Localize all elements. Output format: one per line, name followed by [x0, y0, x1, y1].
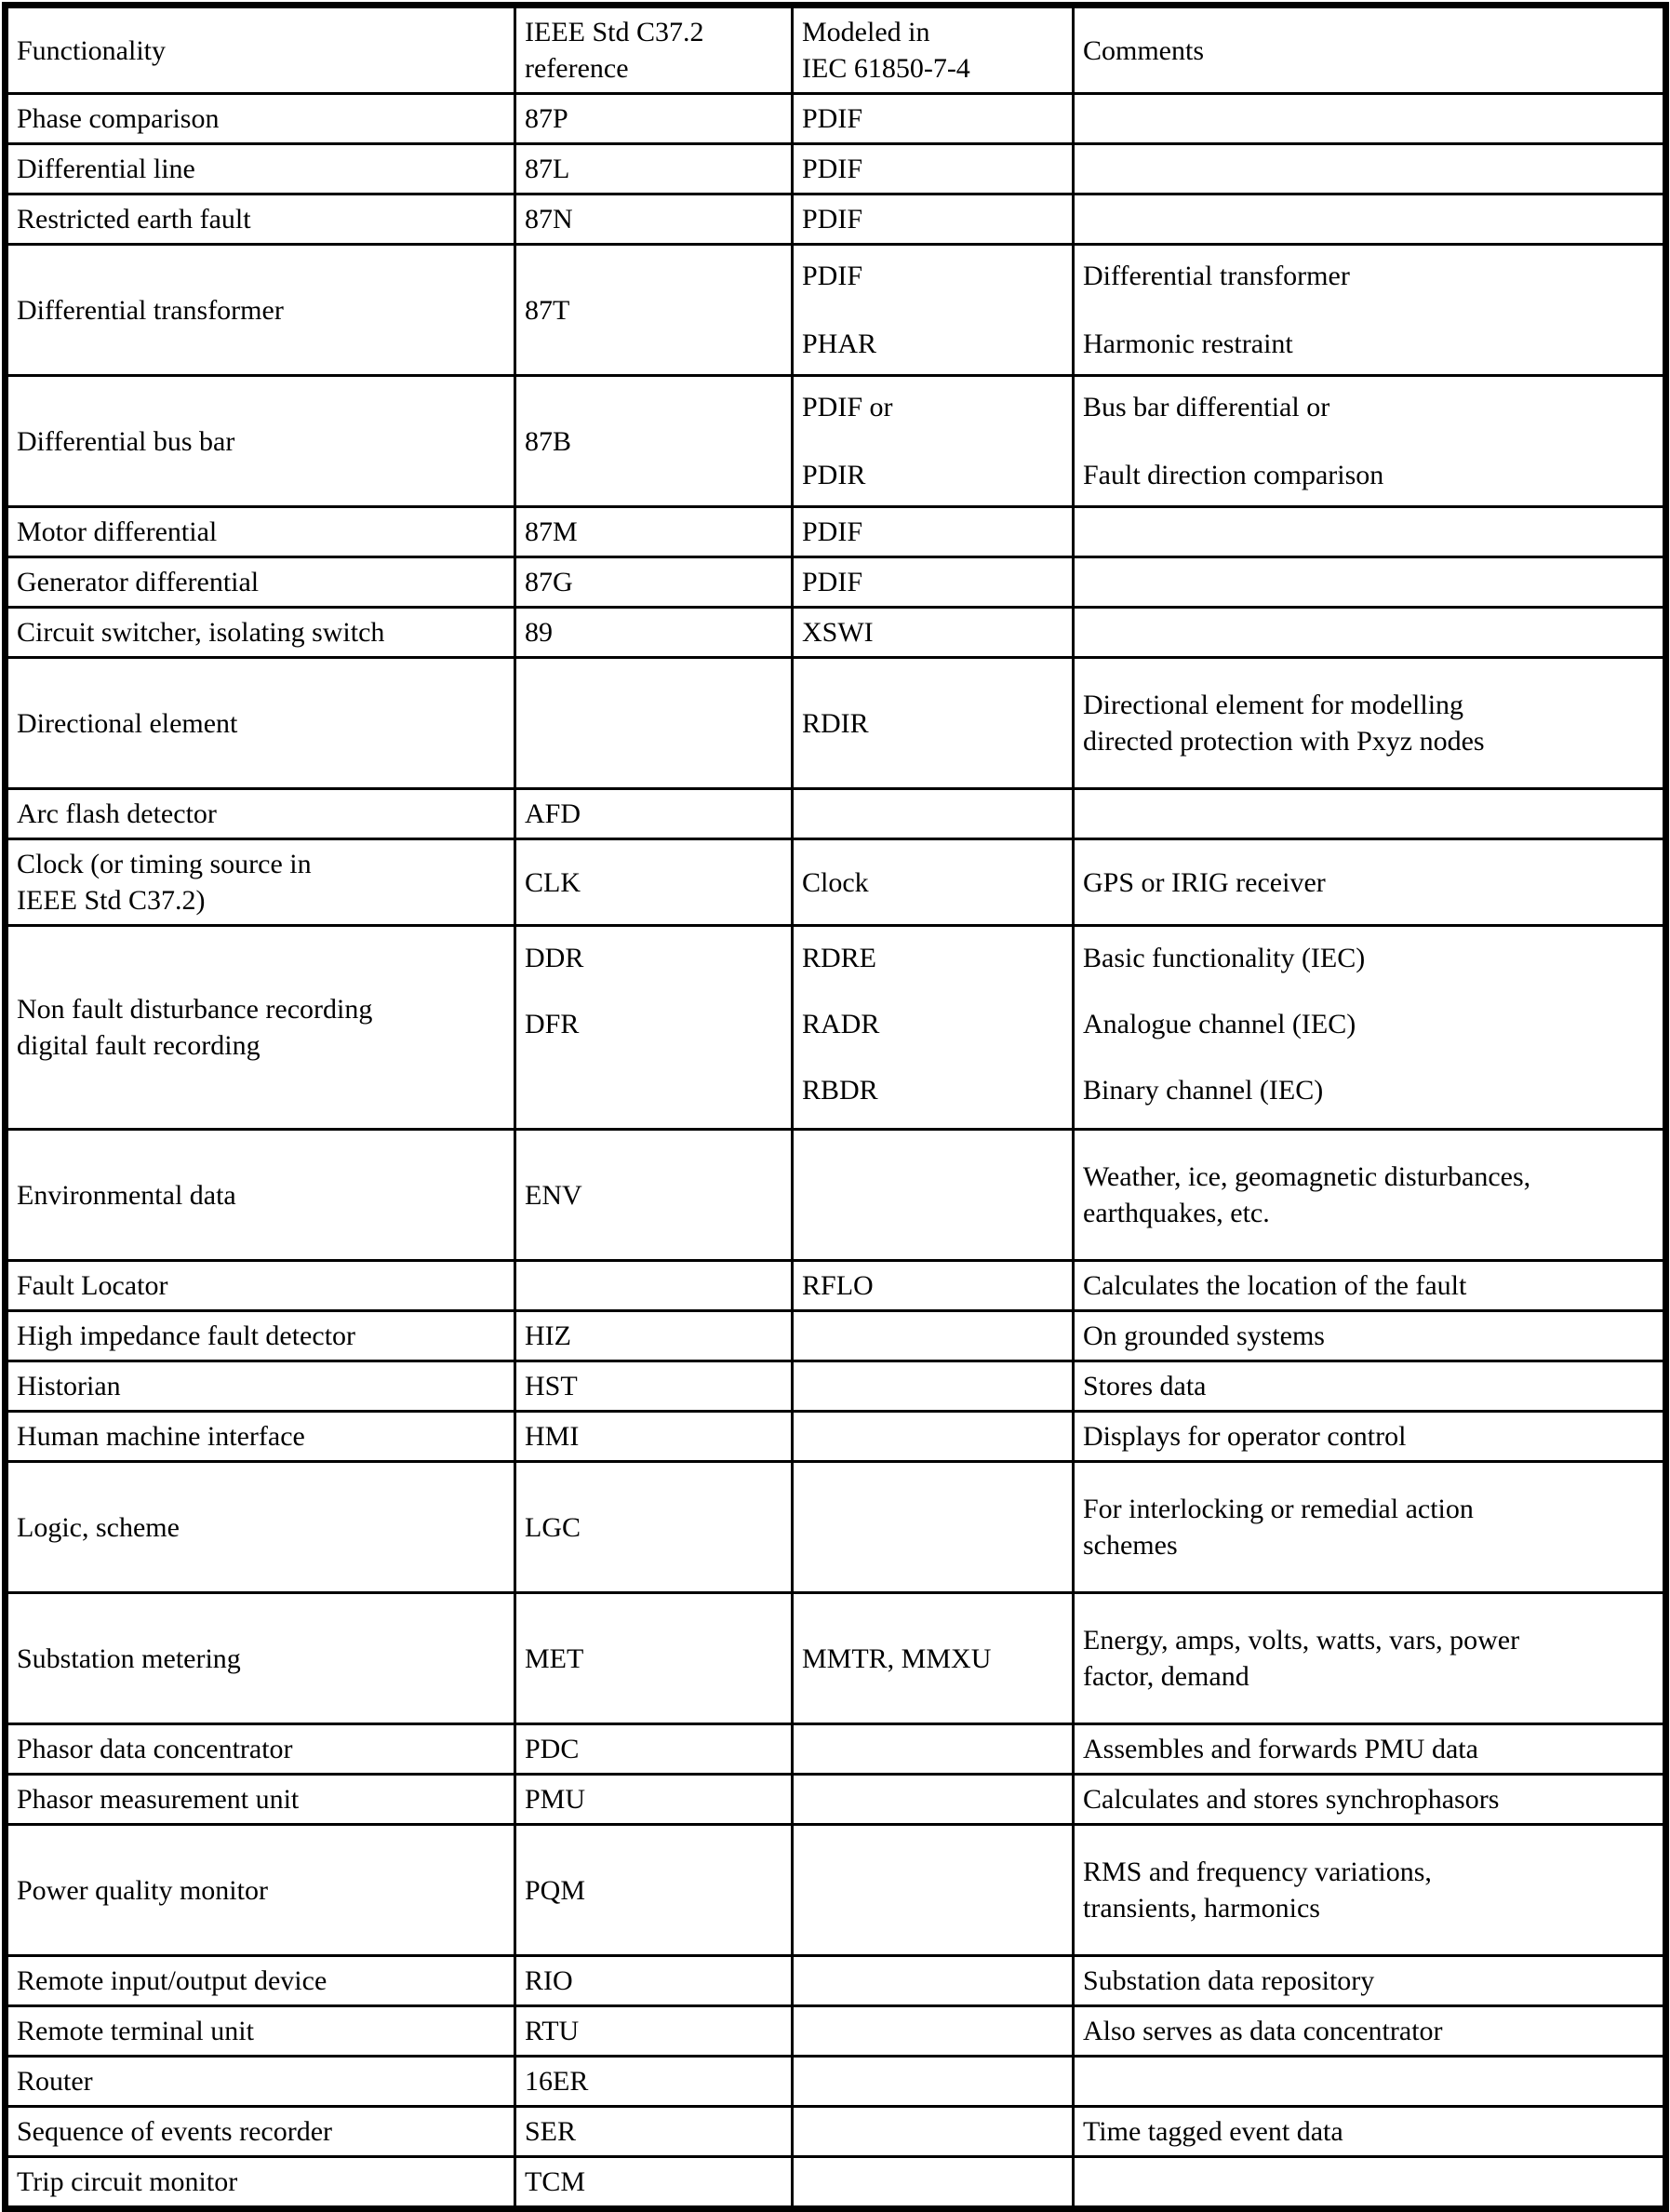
table-row	[6, 608, 1666, 658]
cell-modeled-in	[793, 1956, 1074, 2006]
column-header-ieee-reference	[515, 6, 793, 94]
cell-comments: Stores data	[1074, 1361, 1666, 1412]
cell-ieee-reference: RIO	[515, 1956, 793, 2006]
cell-functionality: Remote terminal unit	[6, 2006, 515, 2057]
cell-functionality: Differential transformer	[6, 245, 515, 376]
table-row	[6, 1311, 1666, 1361]
cell-ieee-reference: HIZ	[515, 1311, 793, 1361]
header-row	[6, 6, 1666, 94]
cell-comments-line1: RMS and frequency variations,	[1083, 1857, 1432, 1887]
cell-comments-line2: Harmonic restraint	[1083, 328, 1293, 359]
cell-comments-line1: Differential transformer	[1083, 261, 1350, 291]
cell-modeled-in: PDIF	[793, 557, 1074, 608]
cell-ieee-reference-line1: DDR	[525, 943, 584, 973]
cell-ieee-reference	[515, 658, 793, 789]
table-row	[6, 194, 1666, 245]
cell-modeled-in: PDIF	[793, 194, 1074, 245]
cell-modeled-in-line1: PDIF or	[802, 392, 893, 422]
table-row	[6, 245, 1666, 376]
cell-functionality-line2: IEEE Std C37.2)	[17, 885, 206, 916]
cell-comments: GPS or IRIG receiver	[1074, 839, 1666, 926]
cell-functionality: Phase comparison	[6, 94, 515, 144]
cell-functionality: Restricted earth fault	[6, 194, 515, 245]
table-header	[6, 6, 1666, 94]
cell-functionality: Trip circuit monitor	[6, 2157, 515, 2209]
cell-ieee-reference: CLK	[515, 839, 793, 926]
column-header-modeled-in-line2: IEC 61850-7-4	[802, 53, 970, 84]
cell-functionality-line2: digital fault recording	[17, 1030, 261, 1061]
cell-functionality: Router	[6, 2057, 515, 2107]
cell-ieee-reference: PDC	[515, 1724, 793, 1775]
table-row	[6, 144, 1666, 194]
cell-functionality: Phasor data concentrator	[6, 1724, 515, 1775]
cell-functionality: Generator differential	[6, 557, 515, 608]
cell-comments-line2: schemes	[1083, 1530, 1178, 1561]
table-row	[6, 2107, 1666, 2157]
cell-comments	[1074, 2057, 1666, 2107]
table-row	[6, 839, 1666, 926]
cell-modeled-in	[793, 245, 1074, 376]
cell-ieee-reference: 87L	[515, 144, 793, 194]
cell-modeled-in-line1: RDRE	[802, 943, 877, 973]
cell-comments	[1074, 94, 1666, 144]
cell-functionality: Arc flash detector	[6, 789, 515, 839]
cell-functionality: Phasor measurement unit	[6, 1775, 515, 1825]
cell-functionality	[6, 926, 515, 1130]
cell-functionality: High impedance fault detector	[6, 1311, 515, 1361]
cell-modeled-in	[793, 789, 1074, 839]
table-row	[6, 557, 1666, 608]
cell-comments: Substation data repository	[1074, 1956, 1666, 2006]
cell-comments	[1074, 245, 1666, 376]
cell-ieee-reference	[515, 926, 793, 1130]
cell-comments	[1074, 376, 1666, 507]
cell-functionality: Sequence of events recorder	[6, 2107, 515, 2157]
table-row	[6, 2157, 1666, 2209]
cell-comments-line1: Weather, ice, geomagnetic disturbances,	[1083, 1161, 1531, 1192]
cell-modeled-in	[793, 2157, 1074, 2209]
cell-functionality	[6, 839, 515, 926]
cell-modeled-in	[793, 1412, 1074, 1462]
cell-comments	[1074, 144, 1666, 194]
cell-modeled-in-line3: RBDR	[802, 1075, 878, 1106]
cell-modeled-in: PDIF	[793, 94, 1074, 144]
cell-functionality: Logic, scheme	[6, 1462, 515, 1593]
cell-comments: Also serves as data concentrator	[1074, 2006, 1666, 2057]
table-row	[6, 2006, 1666, 2057]
cell-ieee-reference: ENV	[515, 1130, 793, 1261]
cell-functionality-line1: Non fault disturbance recording	[17, 994, 373, 1025]
cell-functionality: Remote input/output device	[6, 1956, 515, 2006]
cell-modeled-in	[793, 2057, 1074, 2107]
cell-modeled-in	[793, 1130, 1074, 1261]
cell-ieee-reference: PQM	[515, 1825, 793, 1956]
cell-comments-line1: Energy, amps, volts, watts, vars, power	[1083, 1625, 1520, 1656]
cell-ieee-reference: TCM	[515, 2157, 793, 2209]
column-header-comments: Comments	[1074, 6, 1666, 94]
cell-ieee-reference: 89	[515, 608, 793, 658]
cell-functionality: Differential bus bar	[6, 376, 515, 507]
table-body	[6, 94, 1666, 2209]
cell-ieee-reference: LGC	[515, 1462, 793, 1593]
table-row	[6, 1775, 1666, 1825]
cell-functionality: Directional element	[6, 658, 515, 789]
cell-ieee-reference: AFD	[515, 789, 793, 839]
cell-functionality: Substation metering	[6, 1593, 515, 1724]
cell-ieee-reference: HST	[515, 1361, 793, 1412]
cell-functionality: Human machine interface	[6, 1412, 515, 1462]
cell-comments	[1074, 608, 1666, 658]
cell-comments-line2: earthquakes, etc.	[1083, 1198, 1270, 1228]
cell-comments	[1074, 507, 1666, 557]
cell-functionality: Circuit switcher, isolating switch	[6, 608, 515, 658]
cell-functionality-line1: Clock (or timing source in	[17, 849, 312, 879]
table-row	[6, 1261, 1666, 1311]
table-row	[6, 789, 1666, 839]
table-row	[6, 507, 1666, 557]
cell-ieee-reference: 87T	[515, 245, 793, 376]
cell-ieee-reference: RTU	[515, 2006, 793, 2057]
cell-comments: Assembles and forwards PMU data	[1074, 1724, 1666, 1775]
cell-comments-line2: transients, harmonics	[1083, 1893, 1320, 1924]
column-header-ieee-reference-line2: reference	[525, 53, 629, 84]
cell-ieee-reference: PMU	[515, 1775, 793, 1825]
cell-comments: Displays for operator control	[1074, 1412, 1666, 1462]
cell-modeled-in	[793, 1825, 1074, 1956]
table-row	[6, 1825, 1666, 1956]
table-row	[6, 1724, 1666, 1775]
cell-ieee-reference: SER	[515, 2107, 793, 2157]
cell-ieee-reference: 87G	[515, 557, 793, 608]
cell-comments: Calculates the location of the fault	[1074, 1261, 1666, 1311]
cell-ieee-reference: 16ER	[515, 2057, 793, 2107]
cell-comments	[1074, 1593, 1666, 1724]
cell-modeled-in-line1: PDIF	[802, 261, 863, 291]
cell-modeled-in: MMTR, MMXU	[793, 1593, 1074, 1724]
cell-functionality: Environmental data	[6, 1130, 515, 1261]
cell-ieee-reference: 87P	[515, 94, 793, 144]
table-row	[6, 2057, 1666, 2107]
cell-modeled-in	[793, 926, 1074, 1130]
column-header-ieee-reference-line1: IEEE Std C37.2	[525, 17, 704, 47]
cell-modeled-in-line2: PDIR	[802, 460, 866, 490]
cell-modeled-in: XSWI	[793, 608, 1074, 658]
cell-comments-line1: Directional element for modelling	[1083, 690, 1464, 720]
table-row	[6, 1361, 1666, 1412]
cell-functionality: Motor differential	[6, 507, 515, 557]
cell-modeled-in: RFLO	[793, 1261, 1074, 1311]
cell-comments-line2: directed protection with Pxyz nodes	[1083, 726, 1485, 757]
cell-ieee-reference: HMI	[515, 1412, 793, 1462]
cell-modeled-in-line2: PHAR	[802, 328, 877, 359]
cell-functionality: Differential line	[6, 144, 515, 194]
cell-modeled-in	[793, 2006, 1074, 2057]
cell-comments: Time tagged event data	[1074, 2107, 1666, 2157]
table-row	[6, 376, 1666, 507]
cell-comments: Calculates and stores synchrophasors	[1074, 1775, 1666, 1825]
cell-ieee-reference	[515, 1261, 793, 1311]
cell-modeled-in	[793, 1724, 1074, 1775]
cell-modeled-in	[793, 376, 1074, 507]
cell-ieee-reference: 87M	[515, 507, 793, 557]
cell-ieee-reference: 87B	[515, 376, 793, 507]
cell-ieee-reference: MET	[515, 1593, 793, 1724]
cell-comments	[1074, 658, 1666, 789]
table-row	[6, 1593, 1666, 1724]
table-row	[6, 926, 1666, 1130]
column-header-functionality: Functionality	[6, 6, 515, 94]
table-row	[6, 1462, 1666, 1593]
cell-comments	[1074, 194, 1666, 245]
cell-modeled-in	[793, 1462, 1074, 1593]
cell-comments	[1074, 789, 1666, 839]
spec-table	[2, 2, 1669, 2212]
cell-modeled-in: PDIF	[793, 507, 1074, 557]
cell-comments-line1: Basic functionality (IEC)	[1083, 943, 1366, 973]
cell-comments: On grounded systems	[1074, 1311, 1666, 1361]
cell-comments-line1: For interlocking or remedial action	[1083, 1494, 1474, 1524]
cell-functionality: Historian	[6, 1361, 515, 1412]
cell-modeled-in: PDIF	[793, 144, 1074, 194]
cell-comments	[1074, 1462, 1666, 1593]
cell-comments	[1074, 926, 1666, 1130]
cell-modeled-in	[793, 1775, 1074, 1825]
cell-functionality: Power quality monitor	[6, 1825, 515, 1956]
cell-modeled-in: Clock	[793, 839, 1074, 926]
column-header-modeled-in-line1: Modeled in	[802, 17, 930, 47]
cell-modeled-in	[793, 1311, 1074, 1361]
table-row	[6, 94, 1666, 144]
cell-comments-line1: Bus bar differential or	[1083, 392, 1330, 422]
table-row	[6, 1956, 1666, 2006]
cell-comments-line2: factor, demand	[1083, 1661, 1249, 1692]
cell-comments-line2: Fault direction comparison	[1083, 460, 1384, 490]
column-header-modeled-in	[793, 6, 1074, 94]
cell-comments	[1074, 1825, 1666, 1956]
cell-ieee-reference: 87N	[515, 194, 793, 245]
table-row	[6, 1412, 1666, 1462]
cell-ieee-reference-line2: DFR	[525, 1009, 580, 1039]
cell-functionality: Fault Locator	[6, 1261, 515, 1311]
table-row	[6, 658, 1666, 789]
cell-modeled-in: RDIR	[793, 658, 1074, 789]
cell-comments-line3: Binary channel (IEC)	[1083, 1075, 1324, 1106]
cell-modeled-in	[793, 1361, 1074, 1412]
table-row	[6, 1130, 1666, 1261]
cell-comments	[1074, 2157, 1666, 2209]
cell-comments	[1074, 1130, 1666, 1261]
cell-comments	[1074, 557, 1666, 608]
cell-modeled-in-line2: RADR	[802, 1009, 880, 1039]
cell-modeled-in	[793, 2107, 1074, 2157]
cell-comments-line2: Analogue channel (IEC)	[1083, 1009, 1356, 1039]
